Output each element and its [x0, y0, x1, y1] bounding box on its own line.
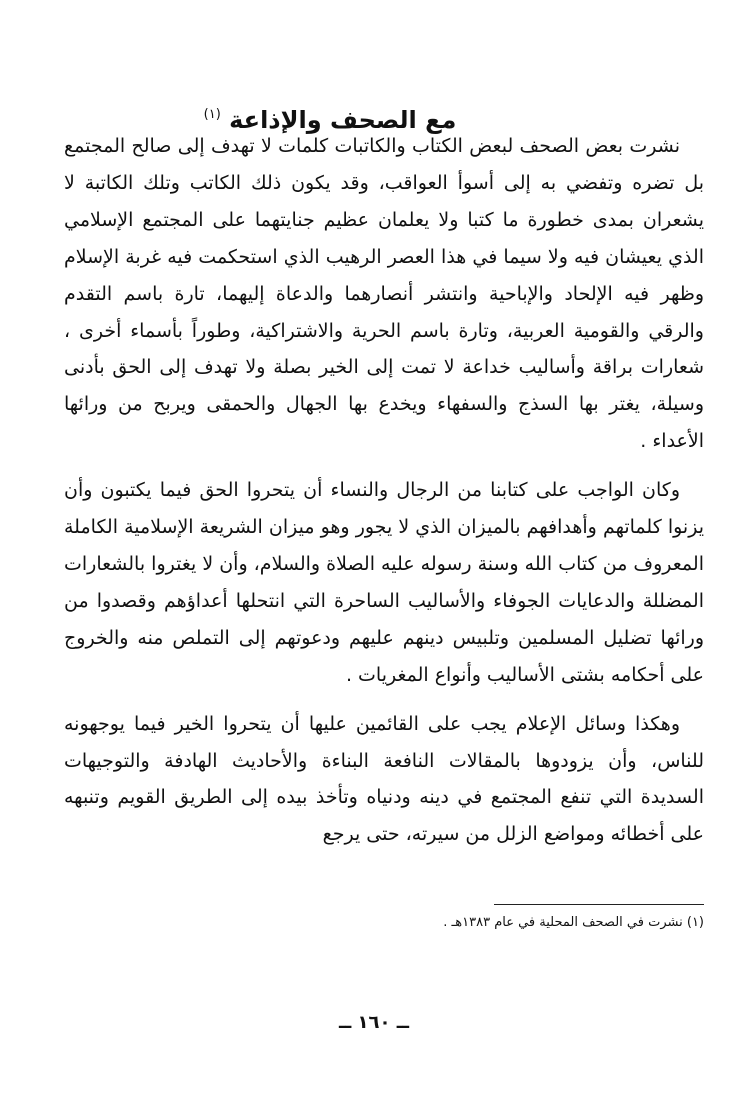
page-title-text: مع الصحف والإذاعة [229, 106, 457, 135]
paragraph-3: وهكذا وسائل الإعلام يجب على القائمين عليها أن يتحروا الخير فيما يوجهونه للناس، وأن يزودوها بالمقالات النافعة البناءة والأحاديث الهادفة والتوجيهات السديدة التي تنفع المجتمع في دينه ودنياه وتأخذ بيده إلى الطريق القويم وتنبهه على أخطائه ومواضع الزلل من سيرته، حتى يرجع [64, 712, 704, 846]
title-footnote-mark: (١) [203, 107, 221, 123]
body-text [64, 128, 704, 865]
footnote-divider [494, 904, 704, 905]
page-number: ــ ١٦٠ ــ [338, 1012, 410, 1033]
paragraph-2: وكان الواجب على كتابنا من الرجال والنساء أن يتحروا الحق فيما يكتبون وأن يزنوا كلماتهم وأهدافهم بالميزان الذي لا يجور وهو ميزان الشريعة الإسلامية الكاملة المعروف من كتاب الله وسنة رسوله عليه الصلاة والسلام، وأن لا يغتروا بالشعارات المضللة والدعايات الجوفاء والأساليب الساحرة التي انتحلها أعداؤهم وقصدوا من ورائها تضليل المسلمين وتلبيس دينهم عليهم ودعوتهم إلى التملص منه والخروج على أحكامه بشتى الأساليب وأنواع المغريات . [64, 479, 704, 686]
paragraph-1: نشرت بعض الصحف لبعض الكتاب والكاتبات كلمات لا تهدف إلى صالح المجتمع بل تضره وتفضي به إلى أسوأ العواقب، وقد يكون ذلك الكاتب وتلك الكاتبة لا يشعران بمدى خطورة ما كتبا ولا يعلمان عظيم جنايتهما على المجتمع الإسلامي الذي يعيشان فيه ولا سيما في هذا العصر الرهيب الذي استحكمت فيه غربة الإسلام وظهر فيه الإلحاد والإباحية وانتشر أنصارهما والدعاة إليهما، تارة باسم التقدم والرقي والقومية العربية، وتارة باسم الحرية والاشتراكية، وطوراً بأسماء أخرى ، شعارات براقة وأساليب خداعة لا تمت إلى الخير بصلة ولا تهدف إلى الحق بأدنى وسيلة، يغتر بها السذج والسفهاء ويخدع بها الجهال والحمقى ويربح من ورائها الأعداء . [64, 135, 704, 453]
footnote: (١) نشرت في الصحف المحلية في عام ١٣٨٣هـ . [443, 915, 704, 930]
